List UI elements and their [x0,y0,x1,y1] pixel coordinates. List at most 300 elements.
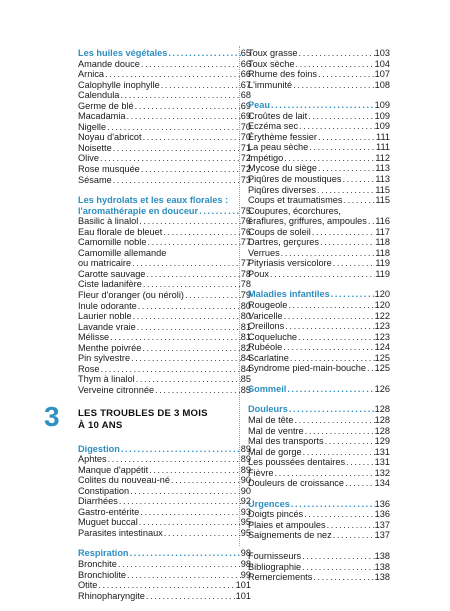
toc-entry[interactable] [78,69,251,80]
toc-page: 69 [240,111,251,122]
toc-entry[interactable] [248,216,390,227]
toc-label: Nigelle [78,121,107,132]
toc-label: Digestion [78,443,120,454]
leader-dots [298,48,375,59]
toc-entry[interactable] [78,101,251,112]
leader-dots [112,175,241,186]
toc-page: 85 [240,384,251,395]
toc-entry[interactable] [78,279,251,290]
toc-label: Laurier noble [78,311,132,322]
section-annexes [248,551,390,583]
toc-entry[interactable] [78,454,251,465]
toc-label: Bibliographie [248,561,302,572]
leader-dots [146,237,240,248]
toc-label: Scarlatine [248,352,289,363]
leader-dots [139,507,240,518]
toc-entry[interactable] [248,311,390,322]
toc-entry[interactable] [248,551,390,562]
toc-entry[interactable] [248,415,390,426]
toc-page: 68 [240,90,251,101]
toc-page: 73 [240,174,251,185]
toc-label: Parasites intestinaux [78,527,163,538]
toc-entry[interactable] [78,311,251,322]
toc-entry[interactable] [248,258,390,269]
toc-heading[interactable] [78,206,251,217]
leader-dots [366,363,375,374]
toc-label: Aphtes [78,454,107,465]
toc-entry[interactable] [78,175,251,186]
toc-label: Verveine citronnée [78,384,155,395]
toc-entry[interactable] [78,143,251,154]
toc-entry[interactable] [78,164,251,175]
toc-label: Noisette [78,142,112,153]
toc-label: L'immunité [248,79,293,90]
toc-label: Coqueluche [248,331,298,342]
leader-dots [294,59,374,70]
toc-page: 134 [374,478,390,489]
toc-heading-line[interactable]: Les hydrolats et les eaux florales : [78,195,229,206]
toc-page: 136 [374,498,390,509]
toc-page: 78 [240,268,251,279]
leader-dots [131,258,241,269]
leader-dots [312,572,374,583]
toc-entry[interactable] [248,195,390,206]
toc-label: Amande douce [78,58,140,69]
toc-label: Fièvre [248,467,274,478]
leader-dots [132,311,241,322]
leader-dots [292,80,375,91]
toc-label: Mal de ventre [248,425,304,436]
toc-label: Eau florale de bleuet [78,226,163,237]
toc-label: Rose musquée [78,164,140,175]
toc-entry[interactable] [78,90,251,101]
leader-dots [162,227,240,238]
toc-entry[interactable] [78,364,251,375]
toc-label: Douleurs de croissance [248,478,345,489]
leader-dots [317,69,375,80]
toc-entry[interactable] [78,486,251,497]
leader-dots [154,385,241,396]
leader-dots [301,551,375,562]
section-hydrolats [78,195,251,395]
toc-page: 90 [240,485,251,496]
toc-page: 109 [374,100,390,111]
toc-page: 108 [374,79,390,90]
toc-entry[interactable] [248,69,390,80]
toc-entry[interactable] [248,342,390,353]
toc-page: 138 [374,561,390,572]
toc-label: Arnica [78,69,105,80]
leader-dots [289,353,375,364]
toc-page: 122 [374,310,390,321]
toc-label: Otite [78,580,98,591]
toc-entry[interactable] [248,121,390,132]
section-maladies-infantiles [248,289,390,373]
toc-page: 125 [374,352,390,363]
toc-page: 119 [375,258,390,269]
toc-entry[interactable] [248,142,390,153]
toc-column-right [248,48,390,593]
toc-page: 77 [240,237,251,248]
toc-entry[interactable] [248,153,390,164]
leader-dots [160,80,241,91]
toc-entry[interactable] [248,478,390,489]
toc-entry[interactable] [248,520,390,531]
leader-dots [97,580,235,591]
toc-label: Manque d'appétit [78,464,149,475]
toc-entry[interactable] [78,122,251,133]
toc-page: 67 [240,79,251,90]
toc-entry[interactable] [248,530,390,541]
toc-entry[interactable] [78,269,251,280]
toc-entry[interactable] [78,301,251,312]
toc-label: Noyau d'abricot [78,132,142,143]
toc-entry[interactable] [248,363,390,374]
toc-label: La peau sèche [248,142,309,153]
toc-entry[interactable] [78,132,251,143]
toc-entry[interactable] [248,163,390,174]
toc-heading[interactable] [78,548,251,559]
toc-page: 111 [376,142,390,153]
toc-page: 93 [240,506,251,517]
section-peau [248,100,390,279]
toc-label: Oreillons [248,321,285,332]
toc-entry[interactable] [78,385,251,396]
leader-dots [317,132,376,143]
toc-entry[interactable] [78,153,251,164]
toc-entry[interactable] [248,447,390,458]
toc-entry[interactable] [248,227,390,238]
toc-page: 115 [375,195,390,206]
toc-page: 115 [375,184,390,195]
toc-label: Menthe poivrée [78,342,142,353]
toc-page: 101 [235,580,251,591]
toc-label: Peau [248,100,270,111]
toc-label: Toux sèche [248,58,295,69]
toc-entry[interactable] [248,80,390,91]
section-sommeil [248,384,390,395]
leader-dots [297,332,375,343]
leader-dots [142,279,241,290]
toc-heading[interactable] [78,48,251,59]
leader-dots [120,444,241,455]
toc-heading[interactable] [248,100,390,111]
leader-dots [129,486,241,497]
toc-entry[interactable] [248,332,390,343]
leader-dots [134,101,241,112]
toc-label: ou matricaire [78,258,132,269]
leader-dots [170,475,241,486]
toc-page: 89 [240,443,251,454]
toc-label: Urgences [248,498,290,509]
toc-column-left [44,48,251,611]
toc-entry[interactable] [248,300,390,311]
leader-dots [141,343,240,354]
toc-entry[interactable] [78,290,251,301]
toc-page: 85 [240,374,251,385]
toc-entry[interactable] [78,465,251,476]
leader-dots [341,174,375,185]
toc-page: 123 [374,321,390,332]
toc-entry[interactable] [248,111,390,122]
toc-page: 80 [240,311,251,322]
toc-page: 90 [240,475,251,486]
leader-dots [112,143,241,154]
leader-dots [137,301,241,312]
leader-dots [280,248,376,259]
toc-label: Mal des transports [248,436,324,447]
toc-label: Plaies et ampoules [248,519,326,530]
leader-dots [293,415,374,426]
toc-entry[interactable] [248,248,390,259]
toc-entry[interactable] [248,185,390,196]
toc-label: Fournisseurs [248,550,302,561]
toc-page: 70 [240,132,251,143]
toc-label: Diarrhées [78,496,118,507]
toc-label: Pin sylvestre [78,353,131,364]
toc-label: Coups de soleil [248,226,311,237]
toc-entry[interactable] [248,132,390,143]
toc-label: Verrues [248,247,280,258]
toc-entry[interactable] [78,559,251,570]
toc-page: 124 [374,342,390,353]
toc-label: Sésame [78,174,112,185]
toc-page: 70 [240,121,251,132]
toc-page: 132 [374,467,390,478]
toc-page: 125 [374,363,390,374]
toc-label: Constipation [78,485,130,496]
toc-label: Maladies infantiles [248,289,330,300]
leader-dots [145,269,240,280]
toc-label: Érythème fessier [248,131,317,142]
leader-dots [148,465,241,476]
toc-label: Lavande vraie [78,321,136,332]
leader-dots [283,311,375,322]
toc-page: 138 [374,550,390,561]
toc-page: 82 [240,342,251,353]
toc-page: 78 [240,279,251,290]
toc-page: 84 [240,363,251,374]
toc-entry-line[interactable]: Camomille allemande [78,247,167,258]
toc-entry[interactable] [78,80,251,91]
toc-page: 101 [235,590,251,601]
toc-label: Rhume des foins [248,69,317,80]
toc-page: 112 [375,152,390,163]
toc-entry[interactable] [248,572,390,583]
toc-page: 137 [374,530,390,541]
toc-entry[interactable] [78,528,251,539]
toc-label: Rougeole [248,300,288,311]
toc-label: Poux [248,268,269,279]
toc-entry[interactable] [248,59,390,70]
toc-page: 95 [240,517,251,528]
toc-label: Eczéma sec [248,121,299,132]
leader-dots [138,216,241,227]
leader-dots [99,364,240,375]
toc-entry[interactable] [248,321,390,332]
toc-heading[interactable] [78,444,251,455]
toc-label: Respiration [78,548,129,559]
toc-label: Carotte sauvage [78,268,146,279]
toc-entry[interactable] [78,475,251,486]
toc-entry[interactable] [248,174,390,185]
toc-heading[interactable] [248,384,390,395]
toc-label: Bronchite [78,558,117,569]
leader-dots [106,122,241,133]
toc-entry[interactable] [248,562,390,573]
toc-entry-line[interactable]: Coupures, écorchures, [248,205,341,216]
toc-page: 123 [374,331,390,342]
toc-page: 109 [374,121,390,132]
toc-page: 84 [240,353,251,364]
toc-label: Basilic à linalol [78,216,139,227]
toc-label: Croûtes de lait [248,110,308,121]
toc-label: Olive [78,153,99,164]
toc-label: Colites du nouveau-né [78,475,170,486]
toc-entry[interactable] [248,436,390,447]
toc-page: 79 [240,290,251,301]
toc-heading[interactable] [248,404,390,415]
leader-dots [326,520,375,531]
toc-entry[interactable] [78,322,251,333]
leader-dots [344,478,375,489]
leader-dots [140,59,241,70]
leader-dots [104,69,241,80]
leader-dots [282,342,374,353]
leader-dots [287,300,374,311]
leader-dots [307,111,374,122]
chapter-title[interactable]: LES TROUBLES DE 3 MOIS À 10 ANS [78,407,208,431]
leader-dots [317,163,375,174]
leader-dots [163,528,241,539]
toc-page: 99 [240,569,251,580]
toc-page: 120 [374,300,390,311]
toc-page: 92 [240,496,251,507]
leader-dots [117,559,241,570]
toc-label: Mal de gorge [248,446,302,457]
section-respiration [78,548,251,601]
leader-dots [311,227,376,238]
toc-page: 98 [240,558,251,569]
toc-entry[interactable] [78,507,251,518]
leader-dots [99,153,241,164]
toc-heading[interactable] [248,289,390,300]
toc-label: Coups et traumatismes [248,195,343,206]
section-digestion [78,444,251,539]
toc-entry[interactable] [78,580,251,591]
toc-label: Les huiles végétales [78,48,168,58]
toc-page: 131 [374,457,390,468]
toc-label: Sommeil [248,383,287,394]
leader-dots [107,454,241,465]
toc-page: 107 [374,69,390,80]
leader-dots [126,570,241,581]
leader-dots [283,153,375,164]
toc-entry[interactable] [78,111,251,122]
toc-label: éraflures, griffures, ampoules [248,216,367,227]
toc-page: 118 [375,237,390,248]
toc-entry[interactable] [248,269,390,280]
toc-entry[interactable] [78,496,251,507]
toc-label: Toux grasse [248,48,298,58]
toc-label: Remerciements [248,572,313,583]
leader-dots [269,269,375,280]
toc-entry[interactable] [248,457,390,468]
toc-page: 89 [240,464,251,475]
toc-page: 66 [240,58,251,69]
toc-page: 76 [240,216,251,227]
leader-dots [136,322,241,333]
toc-label: Impétigo [248,152,284,163]
toc-page: 136 [374,509,390,520]
toc-entry[interactable] [78,353,251,364]
toc-entry[interactable] [78,59,251,70]
section-douleurs [248,404,390,488]
leader-dots [332,258,376,269]
toc-entry[interactable] [78,517,251,528]
leader-dots [288,404,375,415]
toc-heading[interactable] [248,499,390,510]
toc-entry[interactable] [78,258,251,269]
leader-dots [290,499,375,510]
leader-dots [184,290,241,301]
toc-label: Gastro-entérite [78,506,140,517]
toc-page: 117 [375,226,390,237]
toc-page: 71 [240,142,251,153]
toc-label: Macadamia [78,111,126,122]
toc-label: Germe de blé [78,100,134,111]
leader-dots [274,468,375,479]
leader-dots [304,426,375,437]
toc-label: Douleurs [248,404,288,415]
leader-dots [302,447,375,458]
leader-dots [308,142,376,153]
toc-page: 126 [374,383,390,394]
toc-entry[interactable] [248,426,390,437]
toc-label: Piqûres diverses [248,184,316,195]
toc-entry[interactable] [78,343,251,354]
toc-entry[interactable] [78,227,251,238]
toc-entry[interactable] [248,509,390,520]
section-huiles-vegetales [78,48,251,185]
leader-dots [130,353,241,364]
toc-label: Mal de tête [248,414,294,425]
toc-entry[interactable] [248,48,390,59]
toc-label: Fleur d'oranger (ou néroli) [78,290,184,301]
toc-entry[interactable] [248,468,390,479]
toc-entry[interactable] [78,332,251,343]
toc-entry[interactable] [78,570,251,581]
toc-entry[interactable] [248,353,390,364]
leader-dots [324,436,375,447]
leader-dots [109,332,241,343]
toc-page: 76 [240,226,251,237]
leader-dots [140,164,241,175]
toc-label: Mycose du siège [248,163,317,174]
toc-entry[interactable] [78,374,251,385]
toc-page: 104 [374,58,390,69]
toc-label: Calendula [78,90,120,101]
toc-label: Thym à linalol [78,374,135,385]
toc-entry[interactable] [78,237,251,248]
leader-dots [129,548,241,559]
leader-dots [345,457,375,468]
toc-entry[interactable] [78,216,251,227]
toc-label: Saignements de nez [248,530,332,541]
leader-dots [286,384,374,395]
toc-entry[interactable] [248,237,390,248]
leader-dots [367,216,376,227]
